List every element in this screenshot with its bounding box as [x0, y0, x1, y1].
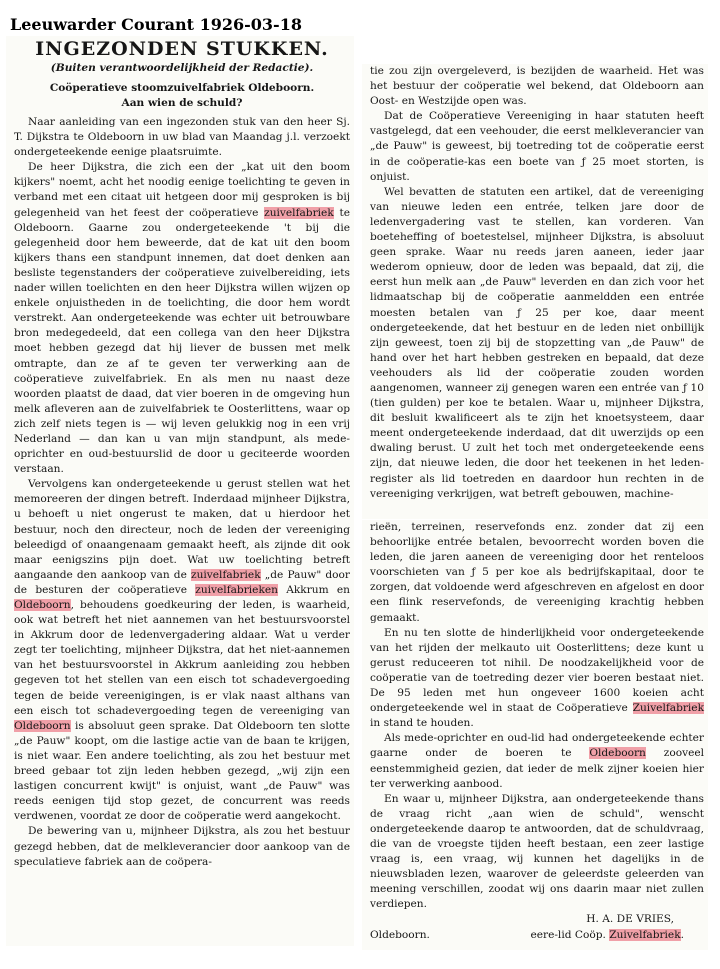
- paragraph: De heer Dijkstra, die zich een der „kat uit den boom kijkers" noemt, acht het noodig eenige toelichting te geven in verband met een citaat uit hetgeen door mij gesproken is bij gelegenheid van het feest der coöperatieve zuivelfabriek te Oldeboorn. Gaarne zou ondergeteekende 't bij die gelegenheid door hem beweerde, dat de kat uit den boom kijkers thans een standpunt innemen, dat doet denken aan besliste tegenstanders der coöperatieve zuivelbereiding, iets nader willen toelichten en den heer Dijkstra willen wijzen op enkele onjuistheden in de toelichting, die door hem wordt verstrekt. Aan ondergeteekende was echter uit betrouwbare bron medegedeeld, dat een collega van den heer Dijkstra moet hebben gezegd dat hij liever de bussen met melk omtrapte, dan ze af te geven ter verwerking aan de coöperatieve zuivelfabriek. En als men nu naast deze woorden plaatst de daad, dat vier boeren in de omgeving hun melk afleveren aan de zuivelfabriek te Oosterlittens, waar op zich zelf niets tegen is — wij leven gelukkig nog in een vrij Nederland — dan kan u van mijn standpunt, als mede-oprichter en oud-bestuurslid de door u geciteerde woorden verstaan.: [14, 161, 350, 476]
- search-highlight: Zuivelfabriek: [609, 928, 681, 941]
- page-title: Leeuwarder Courant 1926-03-18: [10, 15, 302, 34]
- paragraph: Wel bevatten de statuten een artikel, dat de vereeniging van nieuwe leden een entrée, telken jare door de ledenvergadering vast te stellen, kan vorderen. Van boeteheffing of boetestelsel, mijnheer Dijkstra, is absoluut geen sprake. Waar nu reeds jaren aaneen, ieder jaar wederom opnieuw, door de leden was bepaald, dat zij, die eerst hun melk aan „de Pauw" leverden en dan zich voor het lidmaatschap bij de coöperatie aanmeldden een entrée moesten betalen van ƒ 25 per koe, daar meent ondergeteekende, dat het bestuur en de leden niet onbillijk zijn geweest, toen zij bij de stopzetting van „de Pauw" de hand over het hart hebben gestreken en bepaald, dat deze veehouders als lid der coöperatie zouden worden aangenomen, wanneer zij genegen waren een entrée van ƒ 10 (tien gulden) per koe te betalen. Waar u, mijnheer Dijkstra, dit besluit kwalificeert als te zijn het knoetsysteem, daar meent ondergeteekende inderdaad, dat dit uwerzijds op een dwaling berust. U zult het toch met ondergeteekende eens zijn, dat nieuwe leden, die door het teekenen in het leden-register als lid toetreden en daardoor hun rechten in de vereeniging verkrijgen, wat betreft gebouwen, machine-: [370, 185, 704, 500]
- signature-role: eere-lid Coöp. Zuivelfabriek.: [530, 928, 684, 941]
- left-column-clipping: [6, 36, 354, 946]
- section-heading: INGEZONDEN STUKKEN.: [35, 38, 329, 60]
- paragraph: Naar aanleiding van een ingezonden stuk van den heer Sj. T. Dijkstra te Oldeboorn in uw blad van Maandag j.l. verzoekt ondergeteekende eenige plaatsruimte.: [14, 116, 350, 159]
- paragraph: En nu ten slotte de hinderlijkheid voor ondergeteekende van het rijden der melkauto uit Oosterlittens; deze kunt u gerust reduceeren tot nihil. De noodzakelijkheid voor de coöperatie van de toetreding dezer vier boeren bestaat niet. De 95 leden met hun ongeveer 1600 koeien acht ondergeteekende wel in staat de Coöperatieve Zuivelfabriek in stand te houden.: [370, 626, 704, 730]
- signature-place: Oldeboorn.: [370, 928, 430, 941]
- search-highlight: Oldeboorn: [14, 719, 71, 732]
- paragraph: En waar u, mijnheer Dijkstra, aan ondergeteekende thans de vraag richt „aan wien de schuld", wenscht ondergeteekende daarop te antwoorden, dat de schuldvraag, die van de vroegste tijden heeft bestaan, een zeer lastige vraag is, een vraag, wij kunnen het dagelijks in de nieuwsbladen lezen, waarover de geleerdste geleerden van meening verschillen, zoodat wij ons daarin maar niet zullen verdiepen.: [370, 792, 704, 911]
- search-highlight: Oldeboorn: [14, 599, 71, 611]
- paragraph: tie zou zijn overgeleverd, is bezijden de waarheid. Het was het bestuur der coöperatie wel bekend, dat Oldeboorn aan Oost- en Westzijde open was.: [370, 65, 704, 108]
- search-highlight: zuivelfabrieken: [195, 583, 278, 596]
- article-title: Coöperatieve stoomzuivelfabriek Oldeboorn.: [49, 82, 315, 94]
- paragraph: Vervolgens kan ondergeteekende u gerust stellen wat het memoreeren der dingen betreft. Inderdaad mijnheer Dijkstra, u behoeft u niet ongerust te maken, dat u hierdoor het bestuur, noch den directeur, noch de leden der vereeniging beleedigd of onaangenaam gemaakt heeft, als zijnde dit ook maar eenigszins pijn doet. Wat uw toelichting betreft aangaande den aankoop van de zuivelfabriek „de Pauw" door de besturen der coöperatieve zuivelfabrieken Akkrum en Oldeboorn, behoudens goedkeuring der leden, is waarheid, ook wat betreft het niet aannemen van het bestuursvoorstel in Akkrum door de ledenvergadering aldaar. Wat u verder zegt ter toelichting, mijnheer Dijkstra, dat het niet-aannemen van het bestuursvoorstel in Akkrum aanleiding zou hebben gegeven tot het stellen van een eisch tot schadevergoeding tegen de beide vereenigingen, is er vlak naast althans van een eisch tot schadevergoeding tegen de vereeniging van Oldeboorn is absoluut geen sprake. Dat Oldeboorn ten slotte „de Pauw" koopt, om die lastige actie van de baan te krijgen, is niet waar. Een andere toelichting, als zou het bestuur met breed gebaar tot zijn leden hebben gezegd, „wij zijn een lastigen concurrent kwijt" is onjuist, want „de Pauw" was reeds eenigen tijd stop gezet, de concurrent was reeds verdwenen, voordat ze door de coöperatie werd aangekocht.: [14, 478, 351, 823]
- search-highlight: Zuivelfabriek: [632, 702, 704, 715]
- signature-name: H. A. DE VRIES,: [586, 913, 674, 926]
- search-highlight: Oldeboorn: [589, 747, 646, 760]
- section-subheading: (Buiten verantwoordelijkheid der Redactie).: [50, 62, 314, 74]
- paragraph: rieën, terreinen, reservefonds enz. zonder dat zij een behoorlijke entrée betalen, bevoorrecht worden boven die leden, die jaren aaneen de vereeniging door het renteloos voorschieten van ƒ 5 per koe als bedrijfskapitaal, door te zorgen, dat voldoende werd afgeschreven en afgelost en door een flink reservefonds, de vereeniging krachtig hebben gemaakt.: [370, 521, 704, 624]
- paragraph: Dat de Coöperatieve Vereeniging in haar statuten heeft vastgelegd, dat een veehouder, die eerst melkleverancier van „de Pauw" is geweest, bij toetreding tot de coöperatie eerst in de coöperatie-kas een boete van ƒ 25 moet storten, is onjuist.: [370, 110, 704, 183]
- paragraph: De bewering van u, mijnheer Dijkstra, als zou het bestuur gezegd hebben, dat de melkleverancier door aankoop van de speculatieve fabriek aan de coöpera-: [14, 825, 350, 868]
- paragraph: Als mede-oprichter en oud-lid had ondergeteekende echter gaarne onder de boeren te Oldeboorn zooveel eenstemmigheid gezien, dat ieder de melk zijner koeien hier ter verwerking aanbood.: [370, 732, 704, 790]
- signature-line: [370, 928, 704, 943]
- search-highlight: zuivelfabriek: [191, 568, 261, 581]
- article-subtitle: Aan wien de schuld?: [121, 97, 243, 109]
- search-highlight: zuivelfabriek: [264, 206, 334, 219]
- right-column-bottom-clipping: [362, 520, 708, 950]
- right-column-top-clipping: [362, 64, 708, 519]
